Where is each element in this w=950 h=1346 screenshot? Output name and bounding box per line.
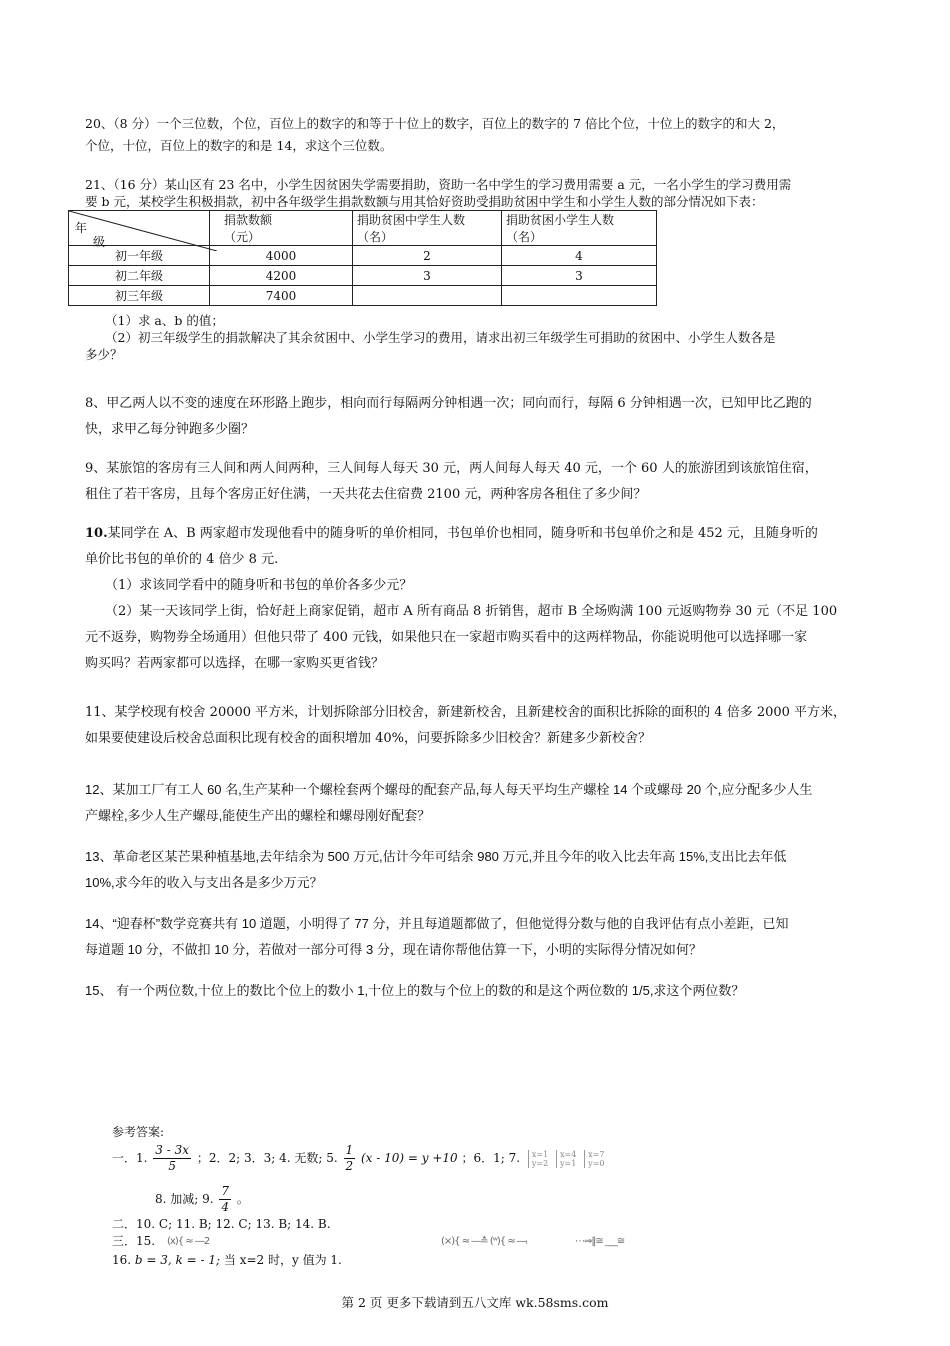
q9-line2: 租住了若干客房，且每个客房正好住满，一天共花去住宿费 2100 元，两种客房各租住了多少间？ [85,487,647,502]
sys-7a-2: y=2 [531,1158,549,1168]
answers-line4 [112,1231,812,1252]
sys-7b-2: y=1 [560,1158,577,1168]
diagonal-line [69,211,217,251]
question-12 [85,777,865,829]
q14-line1: 14、“迎春杯”数学竞赛共有 10 道题，小明得了 77 分，并且每道题都做了，但他觉得分数与他的自我评估有点小差距，已知 [85,916,789,931]
a1-label: 一．1. [112,1151,148,1165]
question-9 [85,456,865,508]
row-primary [502,286,657,306]
q12-line2: 产螺栓,多少人生产螺母,能使生产出的螺栓和螺母刚好配套？ [85,808,431,823]
q14-line2: 每道题 10 分，不做扣 10 分，若做对一部分可得 3 分，现在请你帮他估算一下，小明的实际得分情况如何？ [85,942,702,957]
row-amount: 7400 [210,286,353,306]
row-grade: 初三年级 [69,286,210,306]
answers-line1 [112,1140,732,1176]
q13-line1: 13、革命老区某芒果种植基地,去年结余为 500 万元,估计今年可结余 980 万元,并且今年的收入比去年高 15%,支出比去年低 [85,849,787,864]
svg-text:(×){ ≈ ―≛ (ʷ){ ≈ ―ᵢ: (×){ ≈ ―≛ (ʷ){ ≈ ―ᵢ [440,1236,527,1247]
faint-equation-icon [167,1231,227,1249]
a1-mid: ；2．2; 3．3; 4. 无数; 5. [196,1151,338,1165]
q20-line2: 个位，十位，百位上的数字的和是 14，求这个三位数。 [85,138,393,153]
question-20 [85,113,865,157]
a2-label: 8. 加减; 9. [155,1192,214,1206]
q11-line1: 11、某学校现有校舍 20000 平方米，计划拆除部分旧校舍，新建新校舍，且新建校舍的面积比拆除的面积的 4 倍多 2000 平方米， [85,705,847,720]
system-7c [584,1150,604,1168]
fraction-2 [344,1143,356,1174]
header-middle-students: 捐助贫困中学生人数 （名） [353,211,502,246]
svg-text:⋯⇒‖≅ ___≅: ⋯⇒‖≅ ___≅ [574,1236,624,1247]
table-header-row [69,211,657,246]
q21-line2: 要 b 元，某校学生积极捐款，初中各年级学生捐款数额与用其恰好资助受捐助贫困中学生和小学生人数的部分情况如下表： [85,194,764,209]
fraction-3-num: 7 [221,1184,230,1198]
sys-7c-1: x=7 [588,1149,605,1159]
equation-5: (x - 10) = y +10 [360,1151,458,1165]
fraction-2-num: 1 [345,1143,354,1157]
question-21-parts [85,312,865,363]
sys-7b-1: x=4 [560,1149,577,1159]
question-13 [85,844,865,896]
q21-sub2b: 多少？ [85,347,123,362]
corner-top-label: 年 [75,221,88,235]
q10-line2: 单价比书包的单价的 4 倍少 8 元. [85,552,279,567]
question-11 [85,700,865,752]
question-10 [85,521,865,677]
q10-sub2c: 购买吗？若两家都可以选择，在哪一家购买更省钱？ [85,656,385,671]
q12-line1: 12、某加工厂有工人 60 名,生产某种一个螺栓套两个螺母的配套产品,每人每天平均生产螺栓 14 个或螺母 20 个,应分配多少人生 [85,782,813,797]
answers-heading: 参考答案: [112,1125,165,1139]
q15-line1: 15、 有一个两位数,十位上的数比个位上的数小 1,十位上的数与个位上的数的和是这个两位数的 1/5,求这个两位数？ [85,983,745,998]
question-8 [85,391,865,443]
row-middle: 2 [353,246,502,266]
header-primary-students: 捐助贫困小学生人数 （名） [502,211,657,246]
question-15 [85,978,865,1004]
row-primary: 4 [502,246,657,266]
answers-line5 [112,1251,342,1268]
system-7b [556,1150,576,1168]
row-grade: 初一年级 [69,246,210,266]
q20-line1: 20、（8 分）一个三位数，个位，百位上的数字的和等于十位上的数字，百位上的数字的 7 倍比个位，十位上的数字的和大 2， [85,116,785,131]
fraction-3-den: 4 [221,1200,230,1214]
a5-label: 16. [112,1253,132,1267]
q8-line2: 快，求甲乙每分钟跑多少圈？ [85,422,255,437]
a1-end: ；6．1; 7. [461,1151,521,1165]
answers-line3: 二．10. C; 11. B; 12. C; 13. B; 14. B. [112,1217,331,1231]
q11-line2: 如果要使建设后校舍总面积比现有校舍的面积增加 40%，问要拆除多少旧校舍？新建多少新校舍？ [85,731,652,746]
donation-table [68,210,657,306]
header-amount: 捐款数额 （元） [210,211,353,246]
fraction-3 [219,1184,231,1215]
row-grade: 初二年级 [69,266,210,286]
a5-text: 当 x=2 时，y 值为 1. [223,1253,342,1267]
a2-end: 。 [236,1192,249,1206]
q10-line1: 某同学在 A、B 两家超市发现他看中的随身听的单价相同，书包单价也相同，随身听和书包单价之和是 452 元，且随身听的 [107,526,818,541]
fraction-1-den: 5 [168,1159,176,1173]
q13-line2: 10%,求今年的收入与支出各是多少万元？ [85,875,323,890]
table-row [69,286,657,306]
faint-system-image-1 [167,1231,227,1252]
q21-sub1: （1）求 a、b 的值； [105,313,224,328]
a5-math: b = 3, k = - 1; [134,1253,221,1267]
row-middle [353,286,502,306]
corner-bottom-label: 级 [93,235,106,249]
q10-number: 10. [85,526,108,541]
fraction-1 [153,1143,191,1174]
q10-sub1: （1）求该同学看中的随身听和书包的单价各多少元？ [105,578,413,593]
table-row [69,266,657,286]
fraction-1-num: 3 - 3x [155,1143,190,1157]
q21-line1: 21、（16 分）某山区有 23 名中，小学生因贫困失学需要捐助，资助一名中学生的学习费用需要 a 元，一名小学生的学习费用需 [85,177,792,192]
row-amount: 4000 [210,246,353,266]
a4-label: 三．15. [112,1234,156,1248]
row-middle: 3 [353,266,502,286]
q10-sub2b: 元不返券，购物券全场通用）但他只带了 400 元钱，如果他只在一家超市购买看中的这两样物品，你能说明他可以选择哪一家 [85,630,808,645]
system-7a [528,1150,548,1168]
svg-text:(x){ ≈ ―2: (x){ ≈ ―2 [166,1236,210,1247]
q8-line1: 8、甲乙两人以不变的速度在环形路上跑步，相向而行每隔两分钟相遇一次；同向而行，每隔 6 分钟相遇一次，已知甲比乙跑的 [85,396,812,411]
fraction-2-den: 2 [345,1159,354,1173]
question-21 [85,176,885,210]
table-corner-cell [69,211,210,249]
sys-7a-1: x=1 [531,1149,549,1159]
row-amount: 4200 [210,266,353,286]
page-footer: 第 2 页 更多下载请到五八文库 wk.58sms.com [341,1295,609,1310]
q10-sub2a: （2）某一天该同学上街，恰好赶上商家促销，超市 A 所有商品 8 折销售，超市 B 全场购满 100 元返购物券 30 元（不足 100 [105,604,838,619]
faint-system-image-2 [441,1231,541,1252]
answers-line2 [155,1181,249,1217]
sys-7c-2: y=0 [588,1158,605,1168]
q21-sub2a: （2）初三年级学生的捐款解决了其余贫困中、小学生学习的费用，请求出初三年级学生可捐助的贫困中、小学生人数各是 [105,330,776,345]
faint-system-image-3 [575,1231,715,1252]
question-14 [85,911,865,963]
faint-equation-icon [441,1231,541,1249]
faint-equation-icon [575,1231,715,1249]
row-primary: 3 [502,266,657,286]
q9-line1: 9、某旅馆的客房有三人间和两人间两种，三人间每人每天 30 元，两人间每人每天 40 元，一个 60 人的旅游团到该旅馆住宿， [85,461,818,476]
